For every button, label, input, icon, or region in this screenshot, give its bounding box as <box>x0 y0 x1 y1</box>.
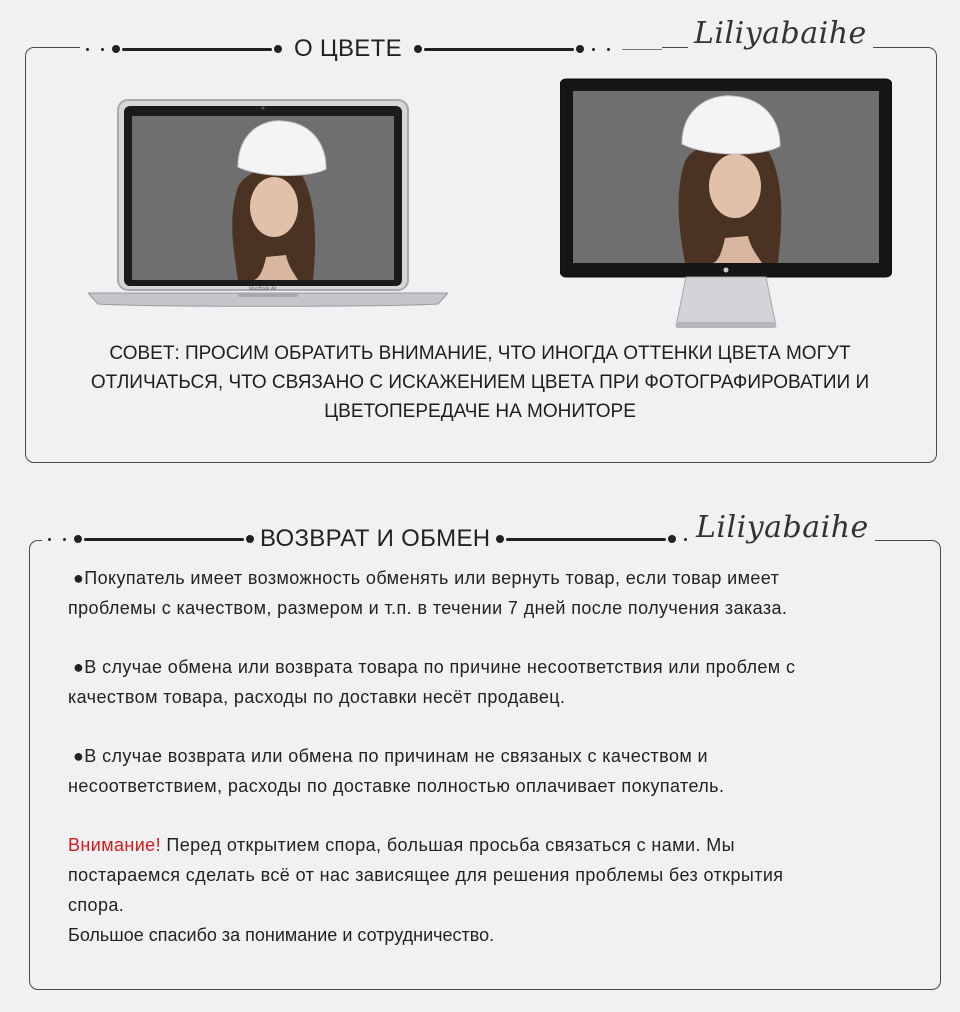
monitor-image <box>560 76 892 330</box>
return-section-title: ВОЗВРАТ И ОБМЕН <box>260 525 491 552</box>
thanks-line: Большое спасибо за понимание и сотрудничество. <box>68 925 495 945</box>
bullet: ● <box>73 657 85 677</box>
policy-line: проблемы с качеством, размером и т.п. в течении 7 дней после получения заказа. <box>68 598 788 618</box>
warning-label: Внимание! <box>68 835 161 855</box>
warning-line: спора. <box>68 895 125 915</box>
policy-line: качеством товара, расходы по доставки несёт продавец. <box>68 687 566 707</box>
policy-paragraph-1: ●Покупатель имеет возможность обменять или вернуть товар, если товар имеет <box>73 568 780 588</box>
bullet: ● <box>73 568 85 588</box>
bullet: ● <box>73 746 85 766</box>
advice-line: ЦВЕТОПЕРЕДАЧЕ НА МОНИТОРЕ <box>324 401 636 422</box>
brand-logo: Liliyabaihe <box>690 510 875 545</box>
laptop-image <box>88 97 448 307</box>
warning-paragraph: Внимание! Перед открытием спора, большая просьба связаться с нами. Мы <box>68 835 735 855</box>
color-section-header <box>80 34 662 64</box>
header-decoration-right <box>412 45 662 53</box>
model-photo-monitor <box>679 96 782 263</box>
policy-paragraph-3: ●В случае возврата или обмена по причинам не связаных с качеством и <box>73 746 708 766</box>
laptop-brand-label: MacBook Air <box>248 286 278 292</box>
advice-line: СОВЕТ: ПРОСИМ ОБРАТИТЬ ВНИМАНИЕ, ЧТО ИНОГДА ОТТЕНКИ ЦВЕТА МОГУТ <box>109 343 851 364</box>
color-section-title: О ЦВЕТЕ <box>294 35 402 62</box>
policy-line: несоответствием, расходы по доставке полностью оплачивает покупатель. <box>68 776 725 796</box>
advice-line: ОТЛИЧАТЬСЯ, ЧТО СВЯЗАНО С ИСКАЖЕНИЕМ ЦВЕТА ПРИ ФОТОГРАФИРОВАТИИ И <box>90 372 870 393</box>
policy-paragraph-2: ●В случае обмена или возврата товара по причине несоответствия или проблем с <box>73 657 796 677</box>
header-decoration-left <box>80 45 284 53</box>
return-policy-text <box>68 563 928 950</box>
brand-logo: Liliyabaihe <box>688 16 873 51</box>
header-decoration-left <box>42 535 256 543</box>
return-section-header <box>42 524 738 554</box>
warning-line: постараемся сделать всё от нас зависящее для решения проблемы без открытия <box>68 865 784 885</box>
color-advice <box>40 339 920 426</box>
